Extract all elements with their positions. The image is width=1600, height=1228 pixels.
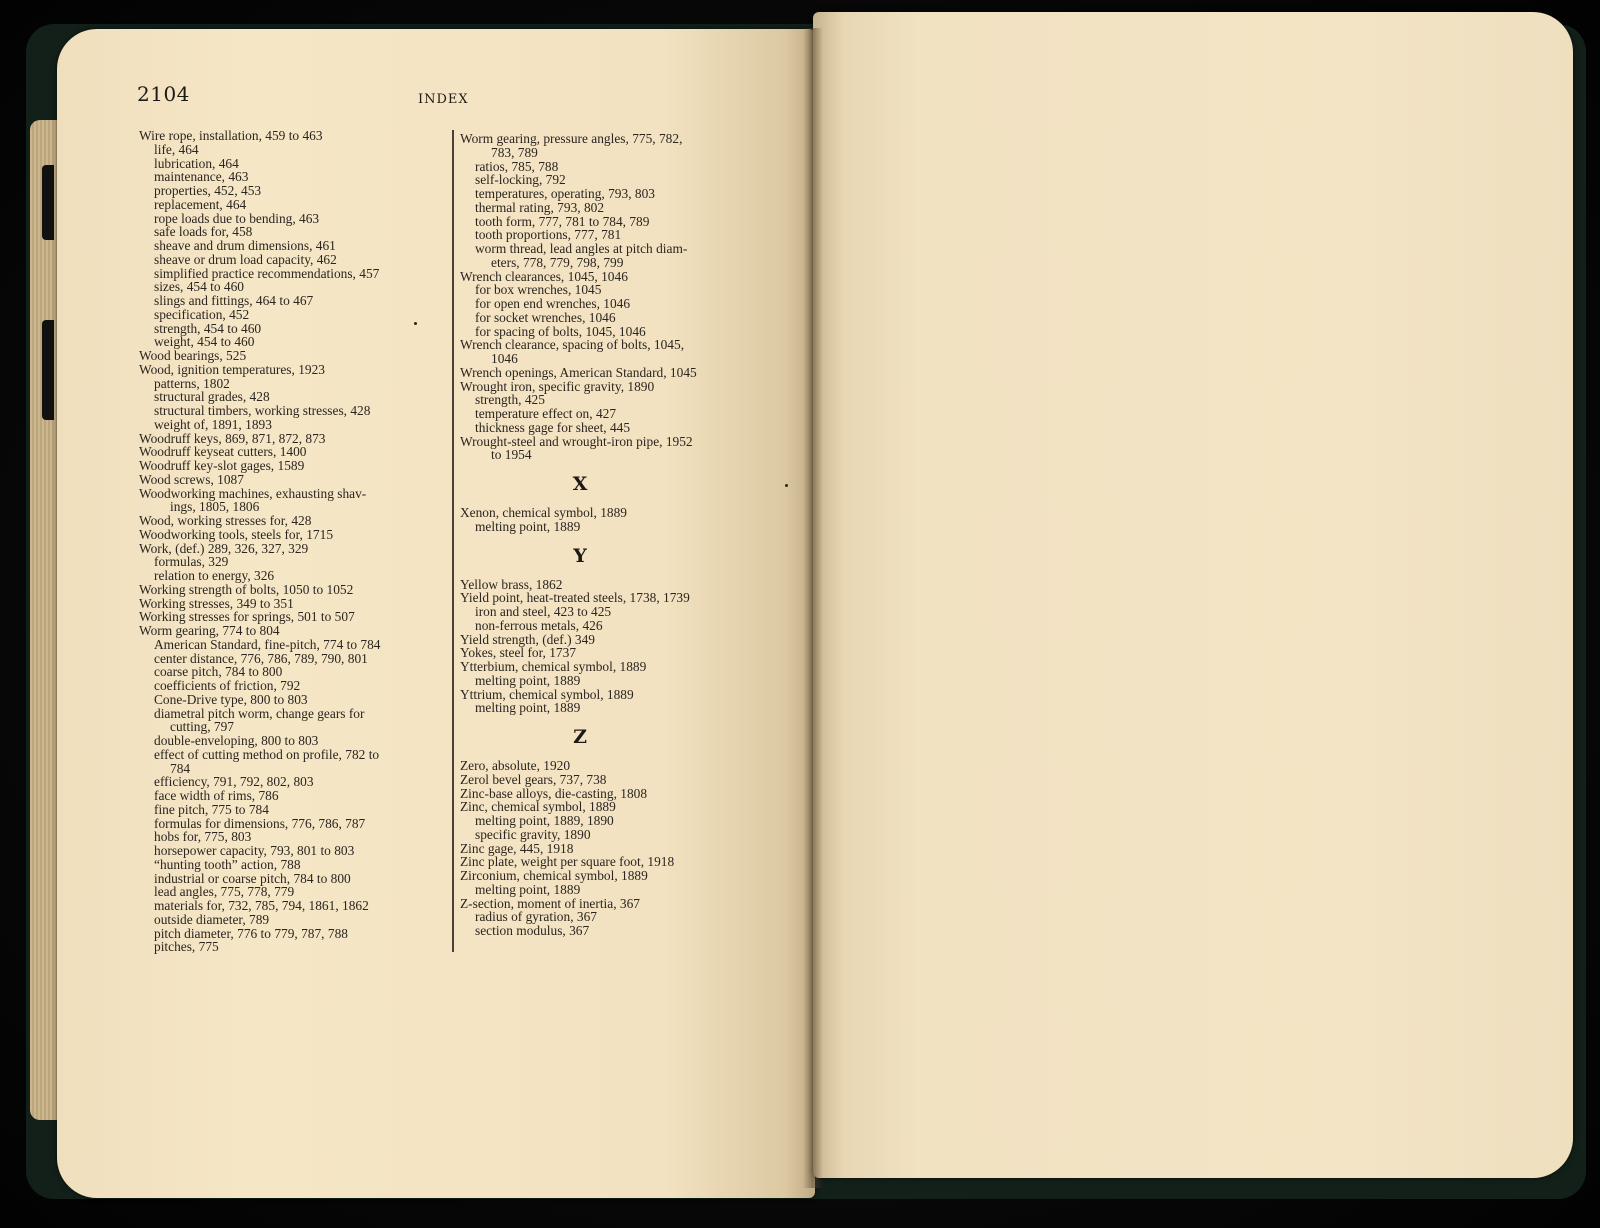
index-subentry: melting point, 1889 [475,518,581,534]
index-subentry: temperatures, operating, 793, 803 [475,186,655,201]
section-letter-y: Y [573,544,587,567]
index-subentry: thermal rating, 793, 802 [475,199,605,215]
index-entry: Wire rope, installation, 459 to 463 [139,128,323,143]
index-subentry: for socket wrenches, 1046 [475,309,616,325]
index-entry: Working strength of bolts, 1050 to 1052 [139,581,354,597]
book-gutter [803,28,823,1188]
index-subentry: horsepower capacity, 793, 801 to 803 [154,843,355,858]
index-subentry: melting point, 1889 [475,700,581,716]
index-subentry: strength, 425 [475,392,545,408]
index-entry: Yokes, steel for, 1737 [460,645,577,661]
index-subentry: maintenance, 463 [154,169,249,185]
index-subentry: outside diameter, 789 [154,911,270,927]
index-subentry: coarse pitch, 784 to 800 [154,664,283,680]
page-number: 2104 [137,82,190,106]
index-subentry: tooth proportions, 777, 781 [475,227,622,243]
index-subentry: pitches, 775 [154,939,219,955]
running-head: INDEX [418,92,469,107]
index-entry: Wrench clearance, spacing of bolts, 1045, [460,337,685,353]
index-entry-continuation: 783, 789 [491,144,538,160]
index-group-z [460,759,745,938]
index-subentry: melting point, 1889 [475,881,581,897]
index-entry: Yield point, heat-treated steels, 1738, 1739 [460,590,690,606]
index-subentry: weight, 454 to 460 [154,334,255,350]
index-subentry: safe loads for, 458 [154,224,253,240]
index-subentry: weight of, 1891, 1893 [154,416,272,432]
index-subentry: specification, 452 [154,306,250,322]
index-subentry: non-ferrous metals, 426 [475,617,603,633]
index-entry: Zerol bevel gears, 737, 738 [460,771,607,787]
index-entry: Working stresses for springs, 501 to 507 [139,609,355,625]
index-column-left [139,129,439,954]
section-letter-x: X [572,473,588,495]
index-entry: Woodruff keyseat cutters, 1400 [139,444,307,460]
right-page-blank [813,12,1573,1178]
index-group-w-continued [460,132,745,462]
index-entry: Zinc plate, weight per square foot, 1918 [460,854,675,870]
index-subentry: pitch diameter, 776 to 779, 787, 788 [154,925,348,941]
index-subentry: effect of cutting method on profile, 782 to [154,746,380,762]
index-subentry: structural grades, 428 [154,389,270,405]
index-entry-continuation: cutting, 797 [170,719,234,735]
index-subentry: center distance, 776, 786, 789, 790, 801 [154,650,368,666]
index-entry-continuation: to 1954 [491,447,532,463]
index-subentry: face width of rims, 786 [154,788,279,803]
index-subentry: tooth form, 777, 781 to 784, 789 [475,213,650,229]
index-subentry: efficiency, 791, 792, 802, 803 [154,774,314,790]
index-subentry: lead angles, 775, 778, 779 [154,884,295,900]
index-subentry: worm thread, lead angles at pitch diam- [475,241,688,256]
index-entry: Zinc-base alloys, die-casting, 1808 [460,785,648,801]
index-subentry: section modulus, 367 [475,923,590,938]
index-subentry: American Standard, fine-pitch, 774 to 784 [154,636,381,652]
index-subentry: life, 464 [154,141,199,157]
index-entry: Ytterbium, chemical symbol, 1889 [460,659,647,674]
index-entry: Work, (def.) 289, 326, 327, 329 [139,540,309,556]
index-entry: Zinc, chemical symbol, 1889 [460,799,616,815]
column-divider [452,130,454,952]
index-entry: Zero, absolute, 1920 [460,758,571,773]
index-entry: Wrought-steel and wrought-iron pipe, 1952 [460,433,693,449]
index-subentry: hobs for, 775, 803 [154,829,252,845]
index-subentry: melting point, 1889, 1890 [475,813,614,828]
index-subentry: for spacing of bolts, 1045, 1046 [475,323,646,339]
index-group-y [460,578,745,716]
index-entry-continuation: eters, 778, 779, 798, 799 [491,254,624,270]
thumb-index-tab [42,165,54,240]
index-subentry: strength, 454 to 460 [154,320,262,336]
index-subentry: temperature effect on, 427 [475,406,617,421]
index-subentry: lubrication, 464 [154,155,239,171]
index-subentry: self-locking, 792 [475,172,566,188]
index-subentry: formulas for dimensions, 776, 786, 787 [154,815,366,831]
index-entry: Xenon, chemical symbol, 1889 [460,505,627,520]
index-subentry: sheave and drum dimensions, 461 [154,238,336,253]
index-subentry: melting point, 1889 [475,672,581,688]
index-entry: Wood, working stresses for, 428 [139,513,312,528]
index-subentry: sheave or drum load capacity, 462 [154,251,337,267]
index-subentry: specific gravity, 1890 [475,826,591,842]
index-subentry: sizes, 454 to 460 [154,279,245,295]
index-entry: Wood bearings, 525 [139,348,247,363]
index-subentry: replacement, 464 [154,196,247,212]
index-subentry: coefficients of friction, 792 [154,678,301,693]
index-subentry: iron and steel, 423 to 425 [475,604,612,619]
index-entry: Wood screws, 1087 [139,471,244,487]
stray-mark [785,484,788,487]
section-letter-z: Z [573,726,587,748]
index-entry-continuation: 784 [170,760,191,776]
index-entry: Worm gearing, 774 to 804 [139,623,280,638]
index-entry: Wrench clearances, 1045, 1046 [460,268,628,284]
index-subentry: materials for, 732, 785, 794, 1861, 1862 [154,898,369,913]
thumb-index-tab [42,320,54,420]
index-entry: Wrench openings, American Standard, 1045 [460,364,697,380]
index-entry: Wrought iron, specific gravity, 1890 [460,378,655,394]
index-entry: Woodworking tools, steels for, 1715 [139,526,334,542]
index-subentry: rope loads due to bending, 463 [154,210,320,226]
index-subentry: relation to energy, 326 [154,568,275,583]
index-subentry: simplified practice recommendations, 457 [154,265,380,281]
index-column-right [460,132,745,938]
index-subentry: for open end wrenches, 1046 [475,296,631,311]
index-subentry: Cone-Drive type, 800 to 803 [154,691,308,707]
index-subentry: diametral pitch worm, change gears for [154,705,365,721]
index-subentry: properties, 452, 453 [154,183,262,198]
index-group-x [460,506,745,534]
index-entry: Z-section, moment of inertia, 367 [460,895,640,911]
index-subentry: for box wrenches, 1045 [475,282,602,298]
index-entry: Woodworking machines, exhausting shav- [139,485,367,501]
index-subentry: “hunting tooth” action, 788 [154,856,301,872]
index-subentry: radius of gyration, 367 [475,909,597,925]
index-subentry: formulas, 329 [154,554,229,570]
index-entry: Woodruff key-slot gages, 1589 [139,458,305,473]
index-subentry: fine pitch, 775 to 784 [154,801,269,817]
index-entry: Working stresses, 349 to 351 [139,595,294,611]
index-entry: Zinc gage, 445, 1918 [460,840,574,856]
index-entry: Zirconium, chemical symbol, 1889 [460,868,648,883]
index-subentry: industrial or coarse pitch, 784 to 800 [154,870,351,886]
index-entry: Yttrium, chemical symbol, 1889 [460,686,634,702]
index-entry: Yellow brass, 1862 [460,576,563,592]
index-subentry: structural timbers, working stresses, 428 [154,403,371,418]
index-subentry: thickness gage for sheet, 445 [475,419,631,435]
index-subentry: patterns, 1802 [154,375,230,391]
index-entry-continuation: 1046 [491,351,518,366]
index-subentry: ratios, 785, 788 [475,158,559,174]
index-entry: Yield strength, (def.) 349 [460,631,595,647]
index-entry-continuation: ings, 1805, 1806 [170,499,260,515]
stray-mark [414,322,417,325]
index-entry: Worm gearing, pressure angles, 775, 782, [460,131,683,146]
index-subentry: slings and fittings, 464 to 467 [154,293,314,308]
index-entry: Wood, ignition temperatures, 1923 [139,361,325,377]
index-entry: Woodruff keys, 869, 871, 872, 873 [139,430,326,446]
index-subentry: double-enveloping, 800 to 803 [154,733,319,748]
